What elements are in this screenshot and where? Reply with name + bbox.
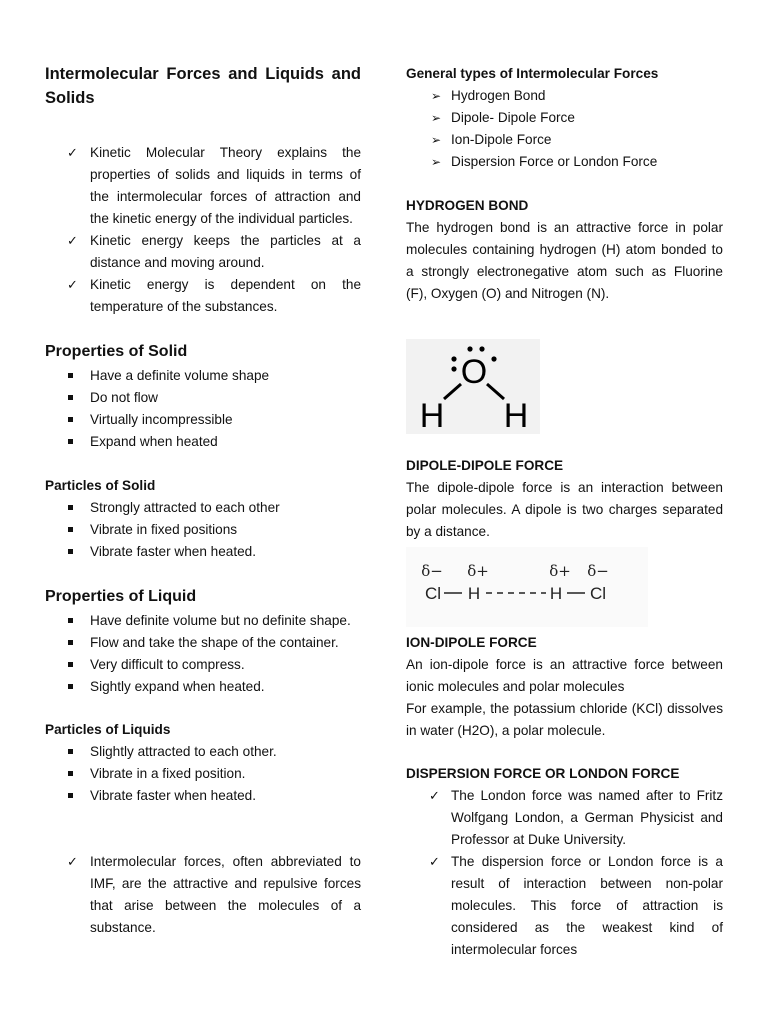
partial-negative-label: δ− [587,562,609,580]
list-item: ✓ Intermolecular forces, often abbreviated to IMF, are the attractive and repulsive forces that arise between the molecules of a substance. [45,851,361,939]
section-heading-imf-types: General types of Intermolecular Forces [406,66,659,81]
arrow-bullet-icon: ➢ [431,133,442,147]
arrow-bullet-icon: ➢ [431,155,442,169]
water-molecule-diagram [406,339,540,434]
square-bullet-icon [68,771,73,776]
section-heading-dispersion: DISPERSION FORCE OR LONDON FORCE [406,766,680,781]
lone-pair-dot [479,346,484,351]
section-heading-liquid-particles: Particles of Liquids [45,722,171,737]
ion-dipole-example: For example, the potassium chloride (KCl) dissolves in water (H2O), a polar molecule. [406,701,723,738]
list-item: Vibrate faster when heated. [45,785,361,807]
square-bullet-icon [68,417,73,422]
right-column [406,62,723,961]
intro-list [45,142,361,318]
list-item: ➢ Ion-Dipole Force [406,129,723,151]
square-bullet-icon [68,793,73,798]
square-bullet-icon [68,662,73,667]
section-heading-dipole-dipole: DIPOLE-DIPOLE FORCE [406,458,564,473]
list-item: ✓ Kinetic energy keeps the particles at a distance and moving around. [45,230,361,274]
section-heading-solid-properties: Properties of Solid [45,343,188,360]
section-heading-hydrogen-bond: HYDROGEN BOND [406,198,529,213]
list-item: ✓ The London force was named after to Fritz Wolfgang London, a German Physicist and Professor at Duke University. [406,785,723,851]
imf-note-list [45,851,361,939]
lone-pair-dot [451,366,456,371]
square-bullet-icon [68,373,73,378]
lone-pair-dot [467,346,472,351]
left-column [45,62,361,939]
square-bullet-icon [68,439,73,444]
list-item: Vibrate in a fixed position. [45,763,361,785]
chlorine-atom-label: Cl [424,584,442,603]
square-bullet-icon [68,618,73,623]
hydrogen-atom-label-right: H [503,397,529,434]
chlorine-atom-label: Cl [589,584,607,603]
list-item: Virtually incompressible [45,409,361,431]
list-item: Slightly attracted to each other. [45,741,361,763]
checkmark-icon: ✓ [67,854,78,869]
list-item: ➢ Hydrogen Bond [406,85,723,107]
list-item: Vibrate faster when heated. [45,541,361,563]
hydrogen-atom-label-left: H [419,397,445,434]
liquid-particles-list [45,741,361,807]
lone-pair-dot [491,356,496,361]
list-item: Have a definite volume shape [45,365,361,387]
page-title: Intermolecular Forces and Liquids and Solids [45,65,361,107]
checkmark-icon: ✓ [67,145,78,160]
square-bullet-icon [68,640,73,645]
square-bullet-icon [68,505,73,510]
square-bullet-icon [68,684,73,689]
list-item: ✓ Kinetic energy is dependent on the temperature of the substances. [45,274,361,318]
solid-particles-list [45,497,361,563]
hydrogen-atom-label: H [549,584,563,603]
checkmark-icon: ✓ [67,233,78,248]
list-item: Have definite volume but no definite shape. [45,610,361,632]
arrow-bullet-icon: ➢ [431,111,442,125]
list-item: ✓ The dispersion force or London force is a result of interaction between non-polar molecules. This force of attraction is considered as the weakest kind of intermolecular forces [406,851,723,961]
arrow-bullet-icon: ➢ [431,89,442,103]
partial-negative-label: δ− [421,562,443,580]
hydrogen-atom-label: H [467,584,481,603]
hcl-dipole-diagram [406,547,648,627]
list-item: ➢ Dispersion Force or London Force [406,151,723,173]
partial-positive-label: δ+ [467,562,489,580]
section-heading-solid-particles: Particles of Solid [45,478,156,493]
list-item: ➢ Dipole- Dipole Force [406,107,723,129]
solid-properties-list [45,365,361,453]
liquid-properties-list [45,610,361,698]
checkmark-icon: ✓ [67,277,78,292]
hydrogen-bond-text: The hydrogen bond is an attractive force in polar molecules containing hydrogen (H) atom bonded to a strongly electronegative atom such as Fluorine (F), Oxygen (O) and Nitrogen (N). [406,220,723,301]
list-item: Very difficult to compress. [45,654,361,676]
square-bullet-icon [68,527,73,532]
ion-dipole-text: An ion-dipole force is an attractive force between ionic molecules and polar molecules [406,657,723,694]
partial-positive-label: δ+ [549,562,571,580]
checkmark-icon: ✓ [429,854,440,869]
list-item: Do not flow [45,387,361,409]
list-item: Sightly expand when heated. [45,676,361,698]
oxygen-atom-label: O [460,353,488,391]
list-item: Flow and take the shape of the container. [45,632,361,654]
dipole-dipole-text: The dipole-dipole force is an interaction between polar molecules. A dipole is two charges separated by a distance. [406,480,723,539]
square-bullet-icon [68,749,73,754]
list-item: Vibrate in fixed positions [45,519,361,541]
section-heading-ion-dipole: ION-DIPOLE FORCE [406,635,537,650]
checkmark-icon: ✓ [429,788,440,803]
list-item: Strongly attracted to each other [45,497,361,519]
imf-types-list [406,85,723,173]
lone-pair-dot [451,356,456,361]
section-heading-liquid-properties: Properties of Liquid [45,588,197,605]
square-bullet-icon [68,549,73,554]
diagram-background [406,547,648,627]
square-bullet-icon [68,395,73,400]
list-item: Expand when heated [45,431,361,453]
dispersion-list [406,785,723,961]
list-item: ✓ Kinetic Molecular Theory explains the properties of solids and liquids in terms of the intermolecular forces of attraction and the kinetic energy of the individual particles. [45,142,361,230]
